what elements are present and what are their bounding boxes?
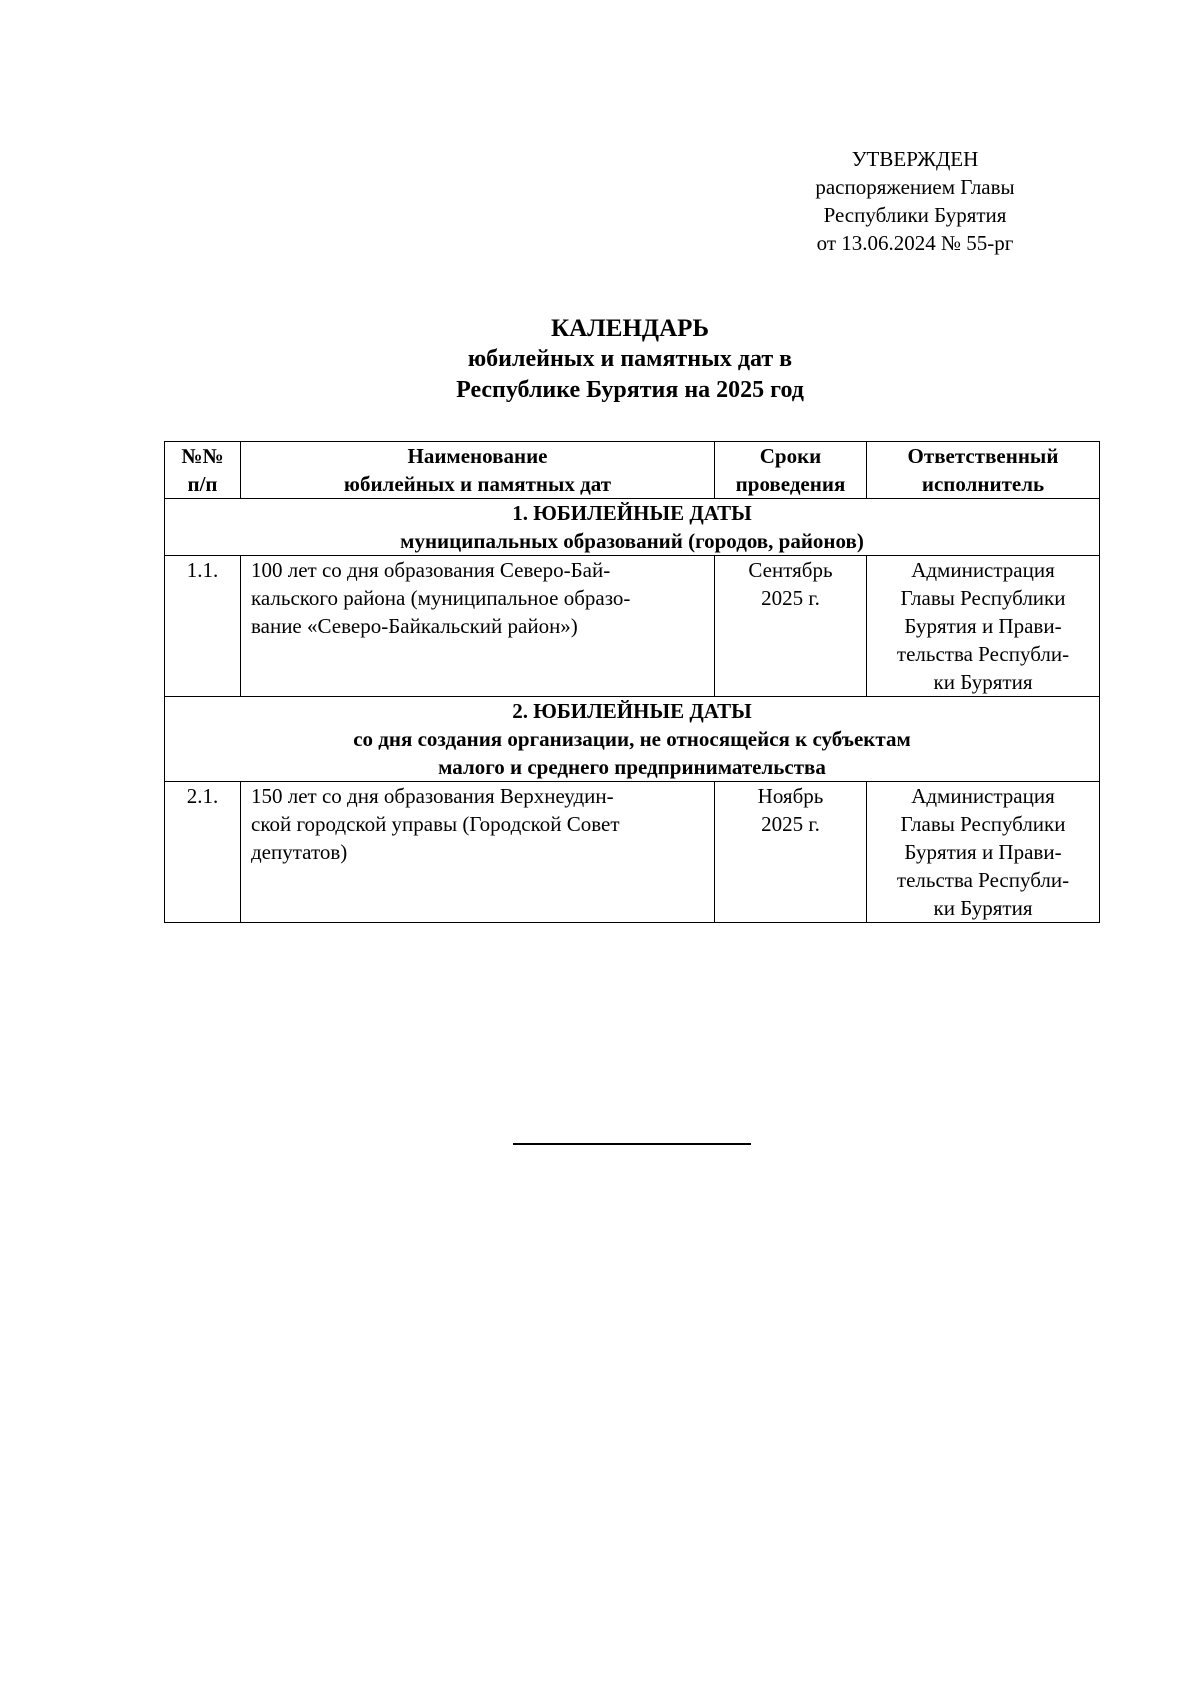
section-heading: 1. ЮБИЛЕЙНЫЕ ДАТЫ муниципальных образований (городов, районов)	[165, 499, 1100, 556]
table-row	[165, 556, 1100, 697]
approval-line: распоряжением Главы	[815, 175, 1015, 199]
header-name: Наименование юбилейных и памятных дат	[241, 442, 715, 499]
approval-stamp	[790, 145, 1040, 257]
title-line: Республике Бурятия на 2025 год	[456, 377, 804, 403]
table-row	[165, 782, 1100, 923]
approval-line: от 13.06.2024 № 55-рг	[816, 231, 1014, 255]
row-responsible: Администрация Главы Республики Бурятия и Прави- тельства Республи- ки Бурятия	[867, 556, 1100, 697]
row-date: Ноябрь 2025 г.	[715, 782, 867, 923]
row-number: 1.1.	[165, 556, 241, 697]
section-heading-row	[165, 697, 1100, 782]
section-heading: 2. ЮБИЛЕЙНЫЕ ДАТЫ со дня создания организации, не относящейся к субъектам малого и среднего предпринимательства	[165, 697, 1100, 782]
section-heading-row	[165, 499, 1100, 556]
header-num: №№ п/п	[165, 442, 241, 499]
row-date: Сентябрь 2025 г.	[715, 556, 867, 697]
table-header-row	[165, 442, 1100, 499]
row-number: 2.1.	[165, 782, 241, 923]
row-responsible: Администрация Главы Республики Бурятия и Прави- тельства Республи- ки Бурятия	[867, 782, 1100, 923]
title-line: юбилейных и памятных дат в	[467, 346, 793, 372]
end-of-document-line	[513, 1143, 751, 1145]
header-date: Сроки проведения	[715, 442, 867, 499]
row-name: 100 лет со дня образования Северо-Бай- кальского района (муниципальное образо- вание «Северо-Байкальский район»)	[241, 556, 715, 697]
row-name: 150 лет со дня образования Верхнеудин- ской городской управы (Городской Совет депутатов)	[241, 782, 715, 923]
calendar-table	[164, 441, 1100, 923]
header-responsible: Ответственный исполнитель	[867, 442, 1100, 499]
approval-line: Республики Бурятия	[823, 203, 1007, 227]
title-line: КАЛЕНДАРЬ	[551, 315, 709, 342]
approval-line: УТВЕРЖДЕН	[851, 147, 979, 171]
document-title	[160, 313, 1100, 406]
